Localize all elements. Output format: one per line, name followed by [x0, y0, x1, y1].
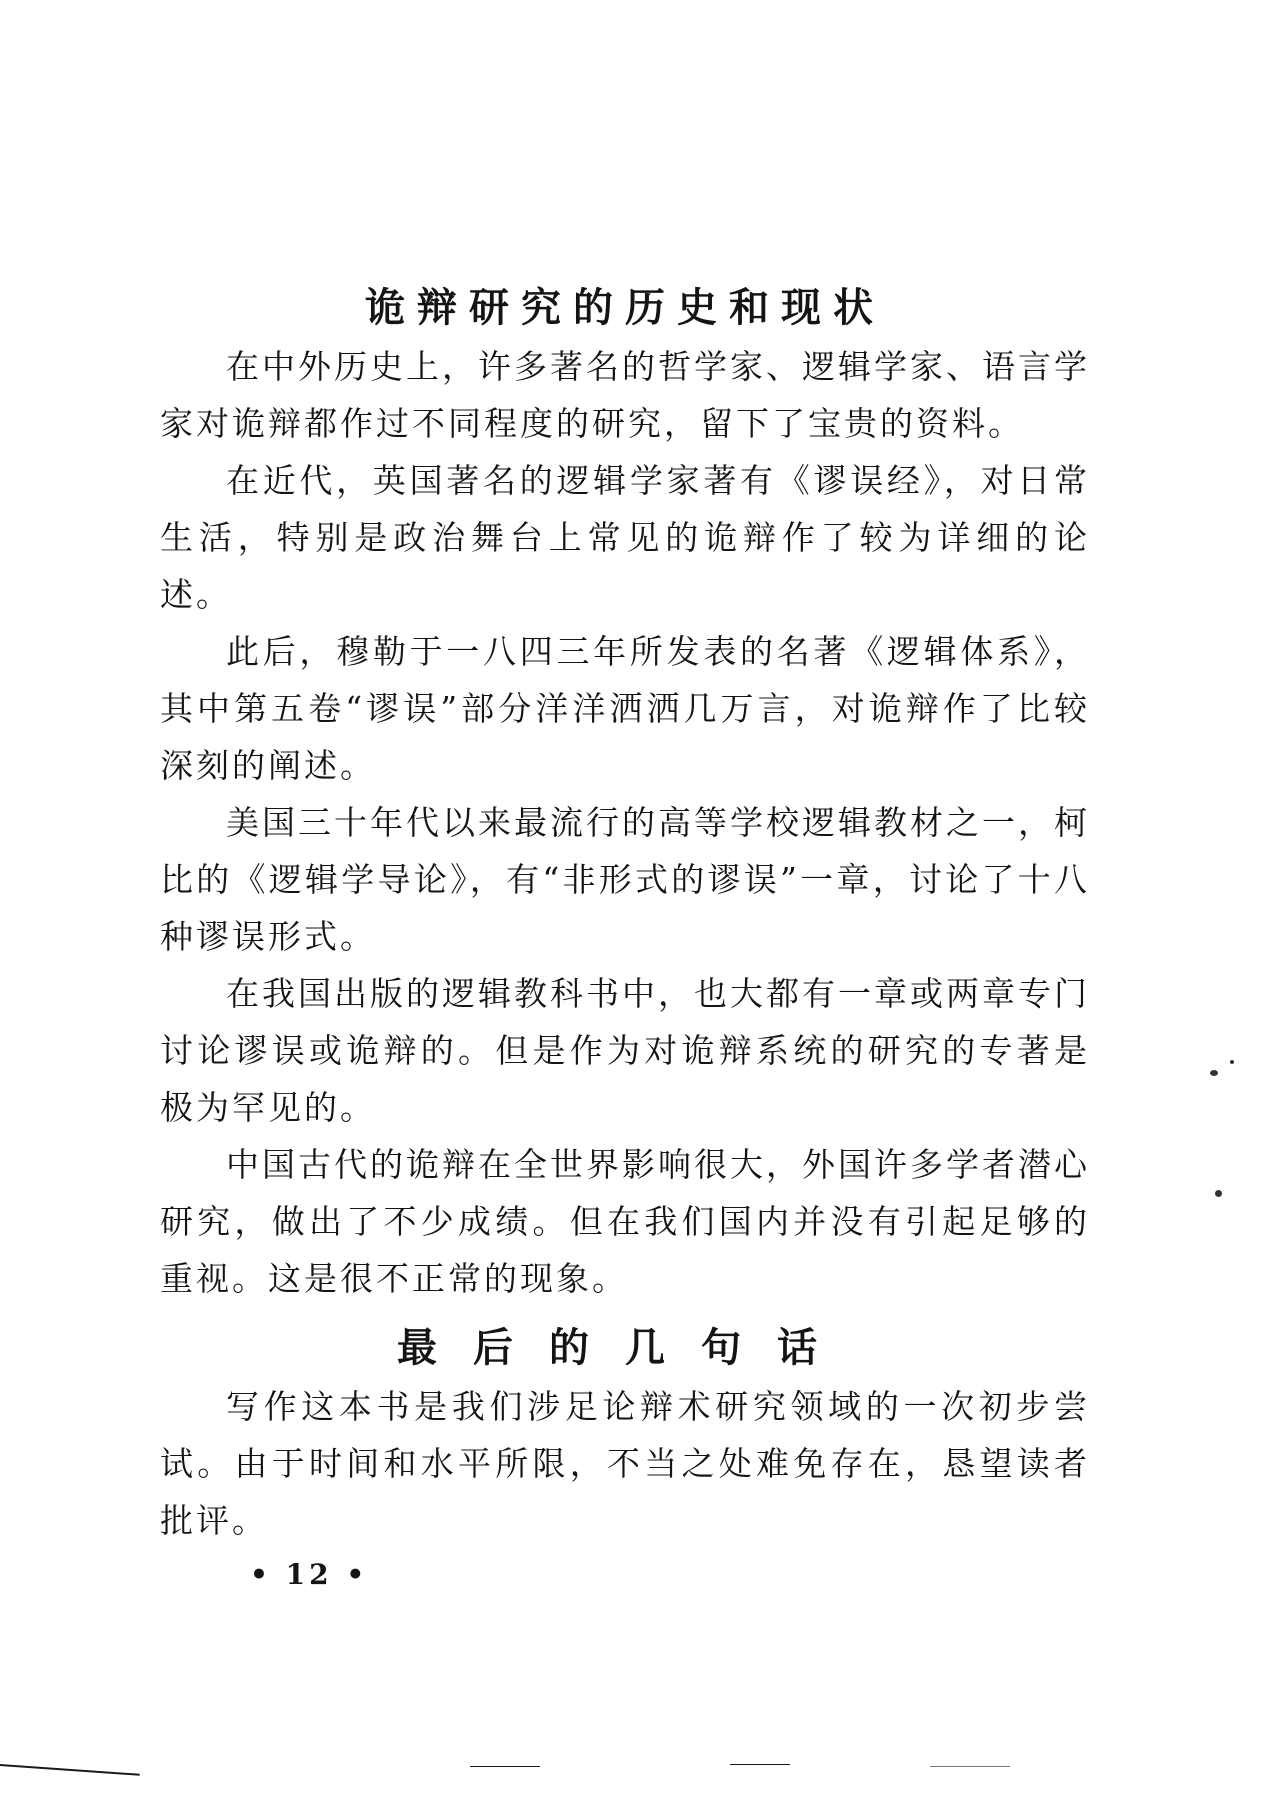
scan-artifact-line — [730, 1764, 790, 1765]
paragraph: 写作这本书是我们涉足论辩术研究领域的一次初步尝试。由于时间和水平所限，不当之处难免存在，恳望读者批评。 — [160, 1387, 1090, 1540]
scan-artifact-line — [930, 1766, 1010, 1767]
section-history — [160, 278, 1090, 1307]
section-heading: 最后的几句话 — [397, 1324, 853, 1371]
scan-artifact-speck — [1210, 1070, 1218, 1076]
paragraph: 在我国出版的逻辑教科书中，也大都有一章或两章专门讨论谬误或诡辩的。但是作为对诡辩系统的研究的专著是极为罕见的。 — [160, 974, 1090, 1127]
scan-artifact-speck — [1230, 1060, 1234, 1064]
page-number: • 12 • — [250, 1558, 369, 1591]
paragraph: 在中外历史上，许多著名的哲学家、逻辑学家、语言学家对诡辩都作过不同程度的研究，留下了宝贵的资料。 — [160, 347, 1090, 443]
scan-artifact-line — [470, 1766, 540, 1767]
section-closing — [160, 1318, 1090, 1549]
section-heading: 诡辩研究的历史和现状 — [365, 284, 885, 331]
paragraph: 美国三十年代以来最流行的高等学校逻辑教材之一，柯比的《逻辑学导论》，有“非形式的谬误”一章，讨论了十八种谬误形式。 — [160, 803, 1090, 956]
paragraph: 在近代，英国著名的逻辑学家著有《谬误经》，对日常生活，特别是政治舞台上常见的诡辩作了较为详细的论述。 — [160, 461, 1090, 614]
scan-artifact-speck — [1215, 1190, 1222, 1197]
paragraph: 中国古代的诡辩在全世界影响很大，外国许多学者潜心研究，做出了不少成绩。但在我们国内并没有引起足够的重视。这是很不正常的现象。 — [160, 1145, 1090, 1298]
scan-artifact-line — [0, 1764, 140, 1776]
paragraph: 此后，穆勒于一八四三年所发表的名著《逻辑体系》，其中第五卷“谬误”部分洋洋洒洒几万言，对诡辩作了比较深刻的阐述。 — [160, 632, 1090, 785]
